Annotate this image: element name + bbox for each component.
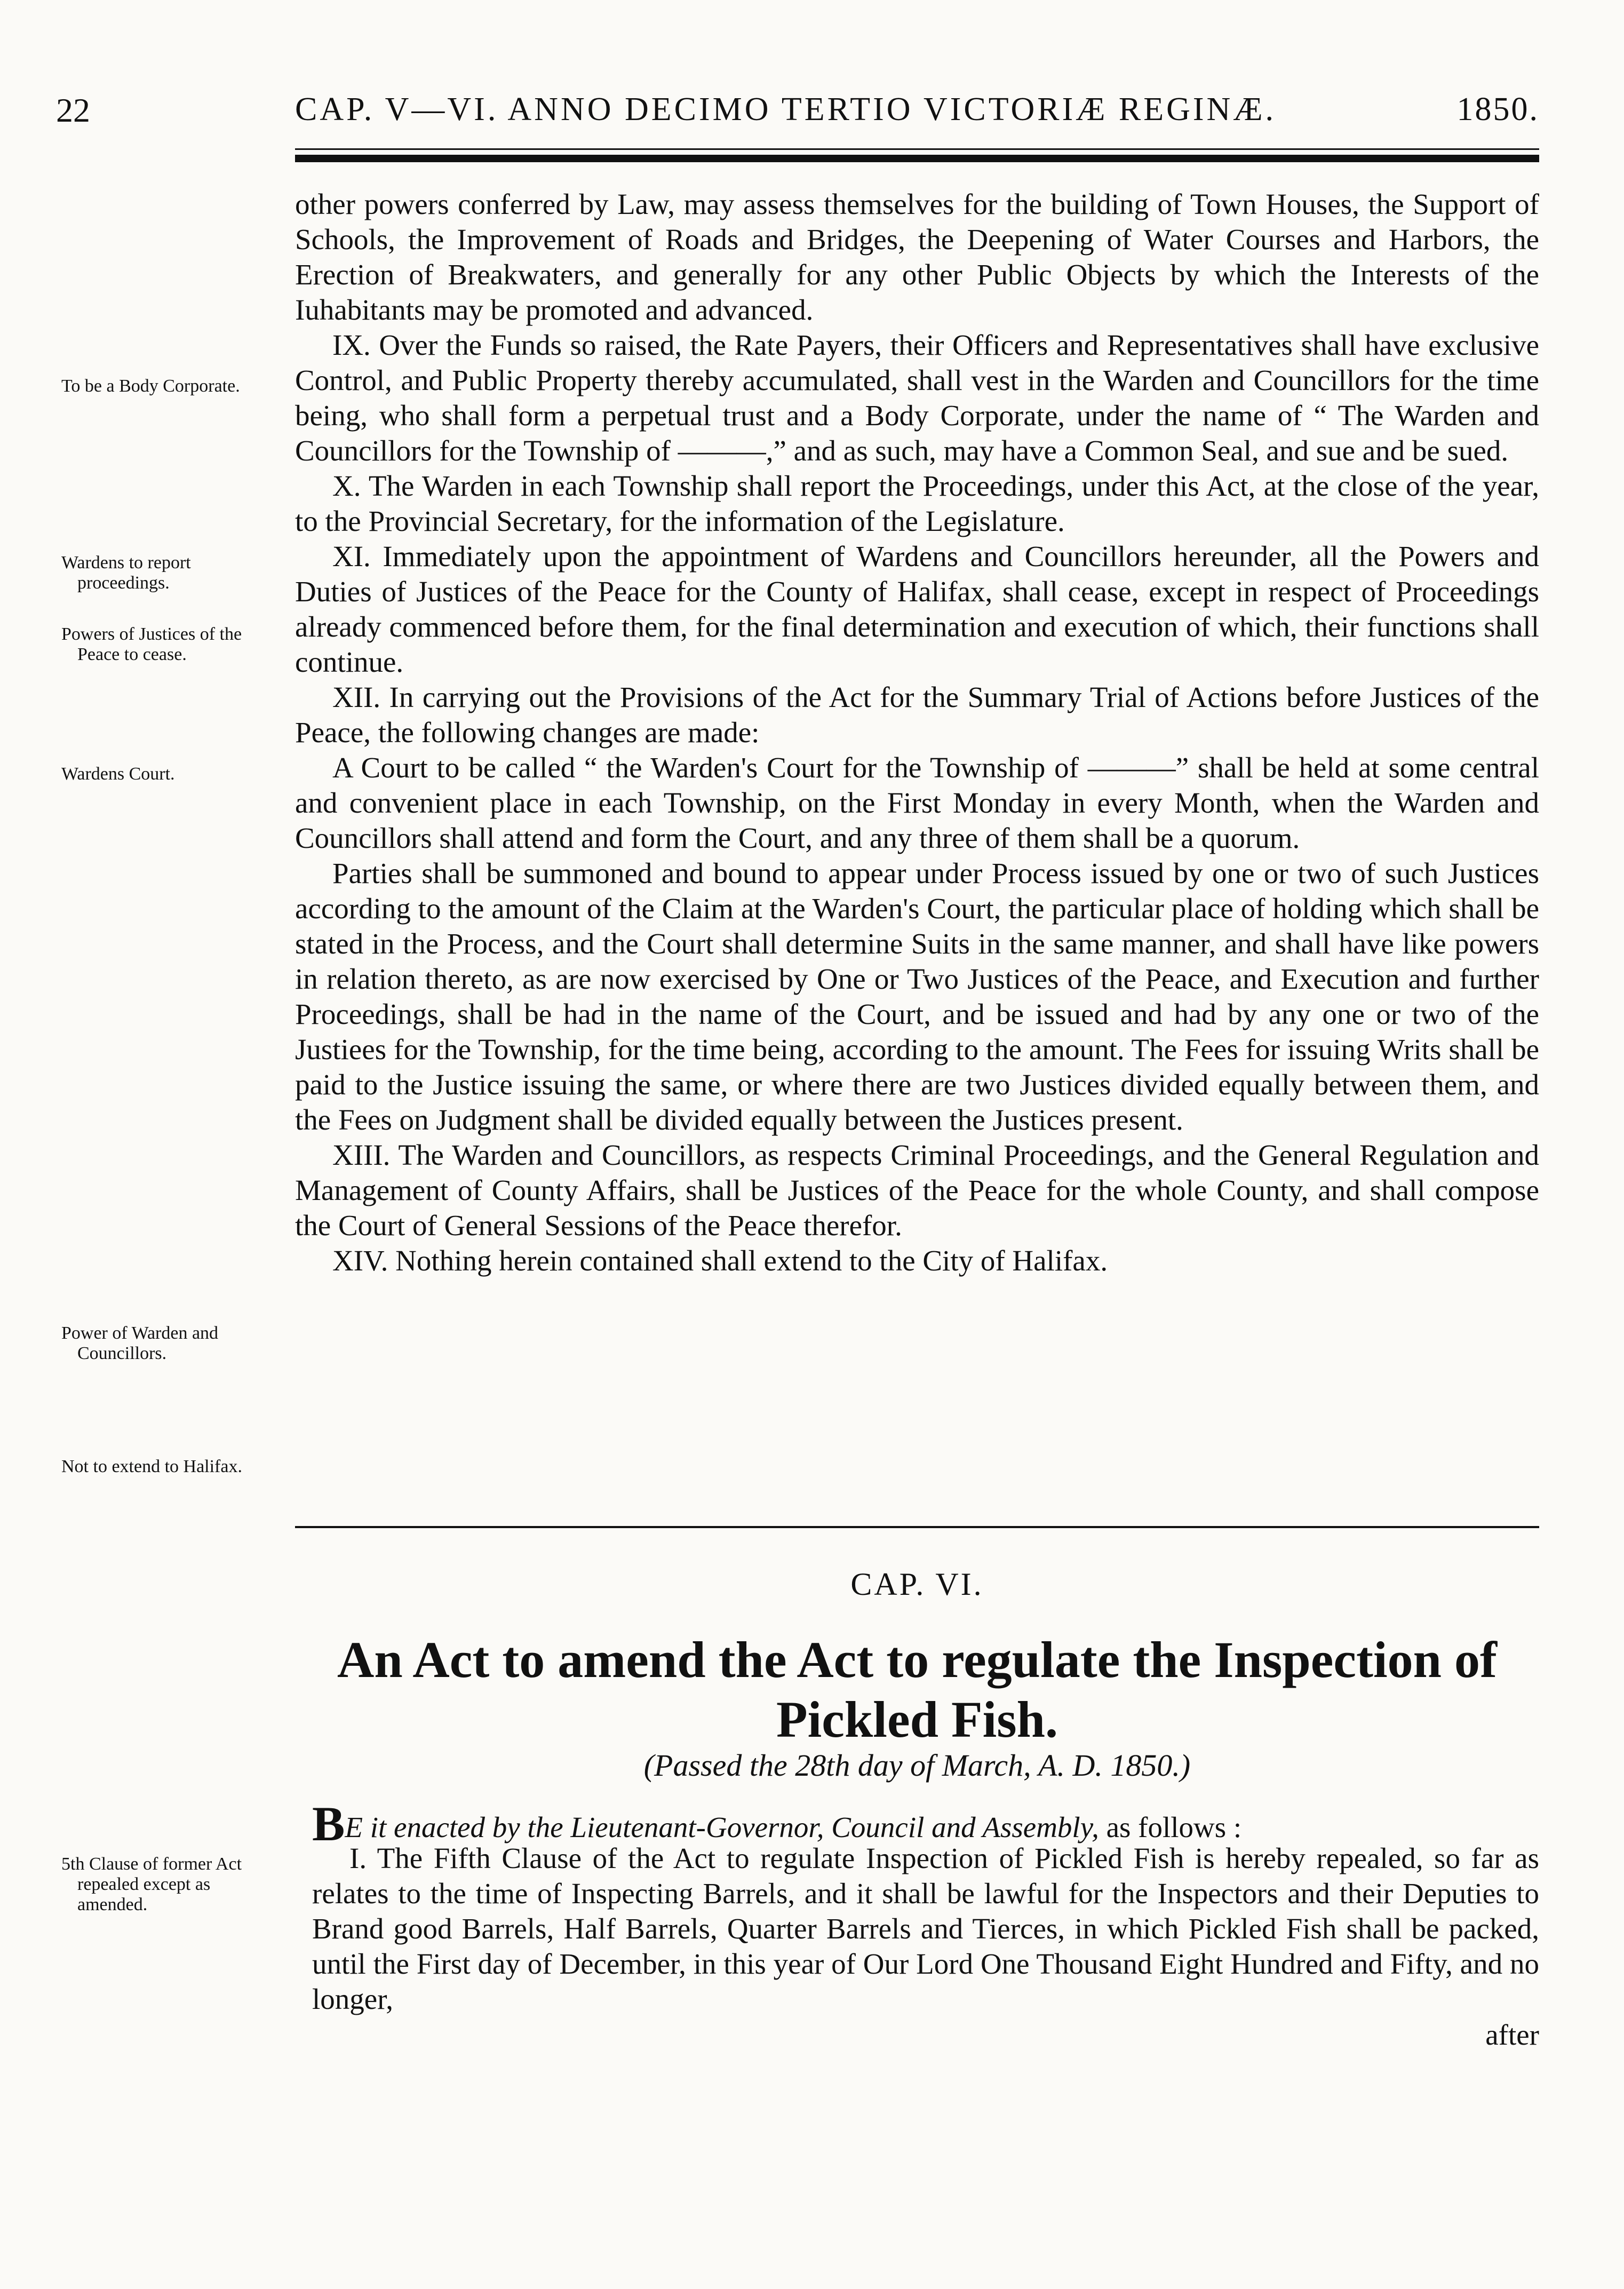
running-head-year: 1850.	[1456, 91, 1539, 128]
enacting-tail: as follows :	[1098, 1811, 1242, 1843]
margin-note-power-warden: Power of Warden and Councillors.	[61, 1323, 219, 1363]
section-xiv: XIV. Nothing herein contained shall extend to the City of Halifax.	[332, 1244, 1108, 1277]
header-rule-thin	[295, 148, 1539, 150]
cap5-body	[295, 187, 1539, 1278]
section-xii: XII. In carrying out the Provisions of the Act for the Summary Trial of Actions before Justices of the Peace, the following changes are made:	[295, 681, 1539, 749]
margin-note-not-halifax: Not to extend to Halifax.	[61, 1457, 242, 1476]
header-rule-thick	[295, 155, 1539, 162]
cap6-body	[312, 1841, 1539, 2017]
section-xiii: XIII. The Warden and Councillors, as respects Criminal Proceedings, and the General Regulation and Management of County Affairs, shall be Justices of the Peace for the whole County, and shall compose the Court of General Sessions of the Peace therefor.	[295, 1139, 1539, 1242]
margin-note-powers-cease: Powers of Justices of the Peace to cease.	[61, 624, 242, 664]
drop-initial: B	[312, 1797, 345, 1851]
cap6-section-i: I. The Fifth Clause of the Act to regulate Inspection of Pickled Fish is hereby repealed, so far as relates to the time of Inspecting Barrels, and it shall be lawful for the Inspectors and their Deputies to Brand good Barrels, Half Barrels, Quarter Barrels and Tierces, in which Pickled Fish shall be packed, until the First day of December, in this year of Our Lord One Thousand Eight Hundred and Fifty, and no longer,	[312, 1842, 1539, 2015]
section-xii-parties: Parties shall be summoned and bound to appear under Process issued by one or two of such Justices according to the amount of the Claim at the Warden's Court, the particular place of holding which shall be stated in the Process, and the Court shall determine Suits in the same manner, and shall have like powers in relation thereto, as are now exercised by One or Two Justices of the Peace, and Execution and further Proceedings, shall be had in the name of the Court, and be issued and had by any one or two of the Justiees for the Township, for the time being, according to the amount. The Fees for issuing Writs shall be paid to the Justice issuing the same, or where there are two Justices divided equally between them, and the Fees on Judgment shall be divided equally between the Justices present.	[295, 857, 1539, 1136]
section-xii-court: A Court to be called “ the Warden's Court for the Township of ———” shall be held at some central and convenient place in each Township, on the First Monday in every Month, when the Warden and Councillors shall attend and form the Court, and any three of them shall be a quorum.	[295, 751, 1539, 854]
paragraph-continued: other powers conferred by Law, may assess themselves for the building of Town Houses, the Support of Schools, the Improvement of Roads and Bridges, the Deepening of Water Courses and Harbors, the Erection of Breakwaters, and generally for any other Public Objects by which the Interests of the Iuhabitants may be promoted and advanced.	[295, 188, 1539, 326]
section-xi: XI. Immediately upon the appointment of Wardens and Councillors hereunder, all the Powers and Duties of Justices of the Peace for the County of Halifax, shall cease, except in respect of Proceedings already commenced before them, for the final determination and execution of which, their functions shall continue.	[295, 540, 1539, 678]
running-head-title: CAP. V—VI. ANNO DECIMO TERTIO VICTORIÆ REGINÆ.	[295, 91, 1276, 128]
act-title: An Act to amend the Act to regulate the Inspection of Pickled Fish.	[337, 1631, 1497, 1748]
cap-vi-heading: CAP. VI.	[850, 1567, 984, 1602]
section-ix: IX. Over the Funds so raised, the Rate Payers, their Officers and Representatives shall have exclusive Control, and Public Property thereby accumulated, shall vest in the Warden and Councillors for the time being, who shall form a perpetual trust and a Body Corporate, under the name of “ The Warden and Councillors for the Township of ———,” and as such, may have a Common Seal, and sue and be sued.	[295, 329, 1539, 467]
margin-note-body-corporate: To be a Body Corporate.	[61, 376, 240, 396]
margin-note-wardens-court: Wardens Court.	[61, 764, 175, 784]
catchword: after	[1485, 2018, 1539, 2051]
margin-note-fifth-clause: 5th Clause of former Act repealed except as amended.	[61, 1854, 242, 1914]
section-divider	[295, 1526, 1539, 1528]
section-x: X. The Warden in each Township shall report the Proceedings, under this Act, at the close of the year, to the Provincial Secretary, for the information of the Legislature.	[295, 470, 1539, 537]
enacting-formula: E it enacted by the Lieutenant-Governor, Council and Assembly,	[345, 1811, 1099, 1843]
passed-date: (Passed the 28th day of March, A. D. 1850.)	[643, 1748, 1191, 1783]
margin-note-wardens-report: Wardens to report proceedings.	[61, 553, 191, 593]
running-head	[56, 91, 1539, 149]
page-number: 22	[56, 91, 90, 129]
